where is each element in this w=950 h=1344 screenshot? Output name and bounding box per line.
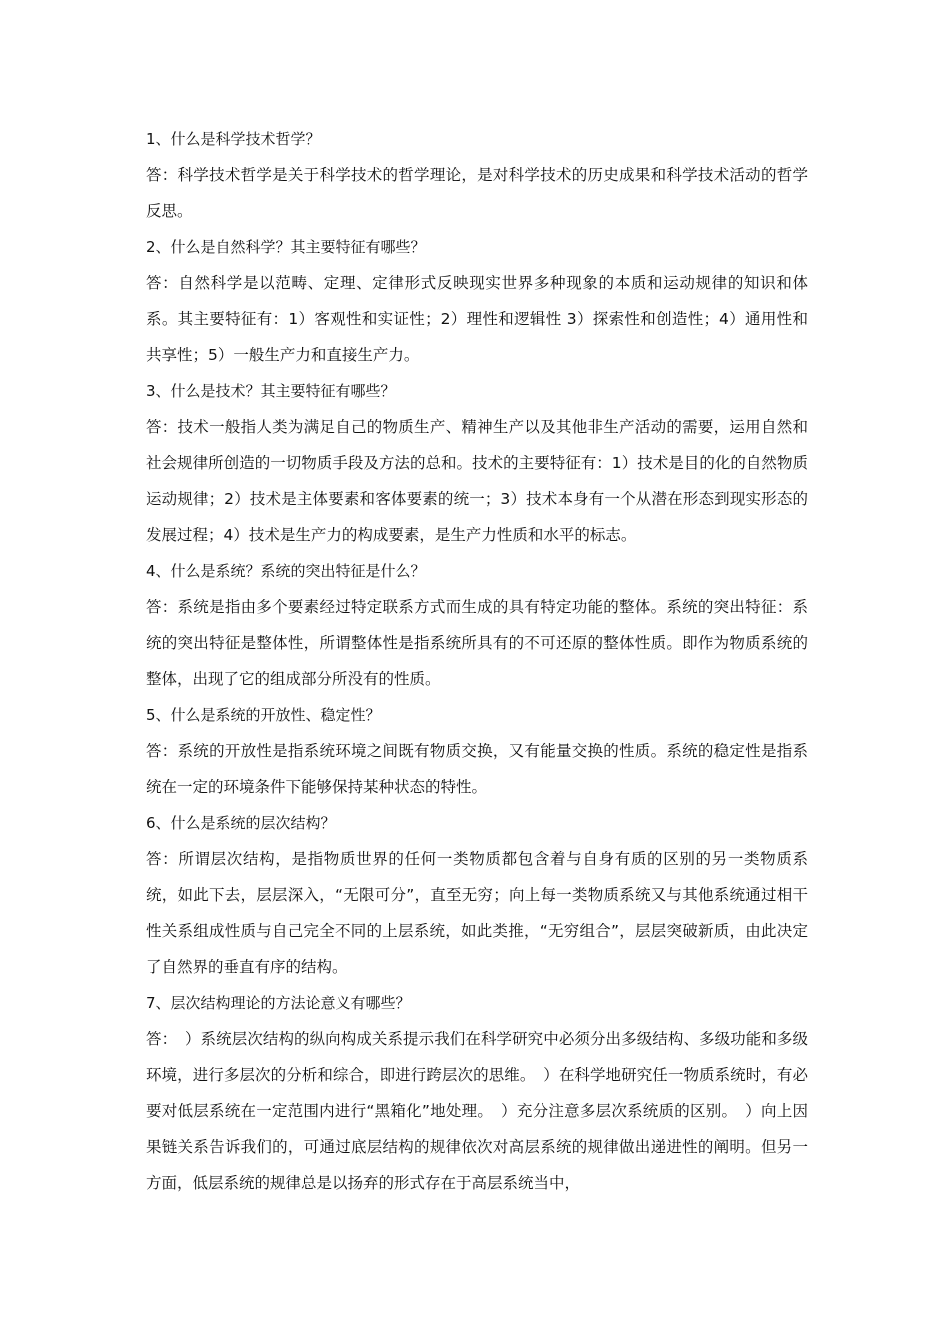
answer-4: 答：系统是指由多个要素经过特定联系方式而生成的具有特定功能的整体。系统的突出特征：系统的突出特征是整体性，所谓整体性是指系统所具有的不可还原的整体性质。即作为物质系统的整体，出现了它的组成部分所没有的性质。	[146, 598, 808, 688]
answer-5: 答：系统的开放性是指系统环境之间既有物质交换，又有能量交换的性质。系统的稳定性是指系统在一定的环境条件下能够保持某种状态的特性。	[146, 742, 808, 796]
answer-2: 答：自然科学是以范畴、定理、定律形式反映现实世界多种现象的本质和运动规律的知识和体系。其主要特征有：1）客观性和实证性；2）理性和逻辑性 3）探索性和创造性；4）通用性和共享性；5）一般生产力和直接生产力。	[146, 274, 808, 364]
question-2: 2、什么是自然科学？其主要特征有哪些？	[146, 238, 426, 256]
question-5: 5、什么是系统的开放性、稳定性？	[146, 706, 381, 724]
answer-6: 答：所谓层次结构，是指物质世界的任何一类物质都包含着与自身有质的区别的另一类物质系统，如此下去，层层深入，“无限可分”，直至无穷；向上每一类物质系统又与其他系统通过相干性关系组成性质与自己完全不同的上层系统，如此类推，“无穷组合”，层层突破新质，由此决定了自然界的垂直有序的结构。	[146, 850, 808, 976]
question-6: 6、什么是系统的层次结构？	[146, 814, 336, 832]
question-4: 4、什么是系统？系统的突出特征是什么？	[146, 562, 426, 580]
question-3: 3、什么是技术？其主要特征有哪些？	[146, 382, 396, 400]
answer-7: 答： ）系统层次结构的纵向构成关系提示我们在科学研究中必须分出多级结构、多级功能和多级环境，进行多层次的分析和综合，即进行跨层次的思维。 ）在科学地研究任一物质系统时，有必要对低层系统在一定范围内进行“黑箱化”地处理。 ）充分注意多层次系统质的区别。 ）向上因果链关系告诉我们的，可通过底层结构的规律依次对高层系统的规律做出递进性的阐明。但另一方面，低层系统的规律总是以扬弃的形式存在于高层系统当中，	[146, 1030, 808, 1192]
question-1: 1、什么是科学技术哲学？	[146, 130, 321, 148]
document-body	[146, 121, 808, 1201]
answer-3: 答：技术一般指人类为满足自己的物质生产、精神生产以及其他非生产活动的需要，运用自然和社会规律所创造的一切物质手段及方法的总和。技术的主要特征有：1）技术是目的化的自然物质运动规律；2）技术是主体要素和客体要素的统一；3）技术本身有一个从潜在形态到现实形态的发展过程；4）技术是生产力的构成要素，是生产力性质和水平的标志。	[146, 418, 808, 544]
question-7: 7、层次结构理论的方法论意义有哪些？	[146, 994, 411, 1012]
answer-1: 答：科学技术哲学是关于科学技术的哲学理论，是对科学技术的历史成果和科学技术活动的哲学反思。	[146, 166, 808, 220]
